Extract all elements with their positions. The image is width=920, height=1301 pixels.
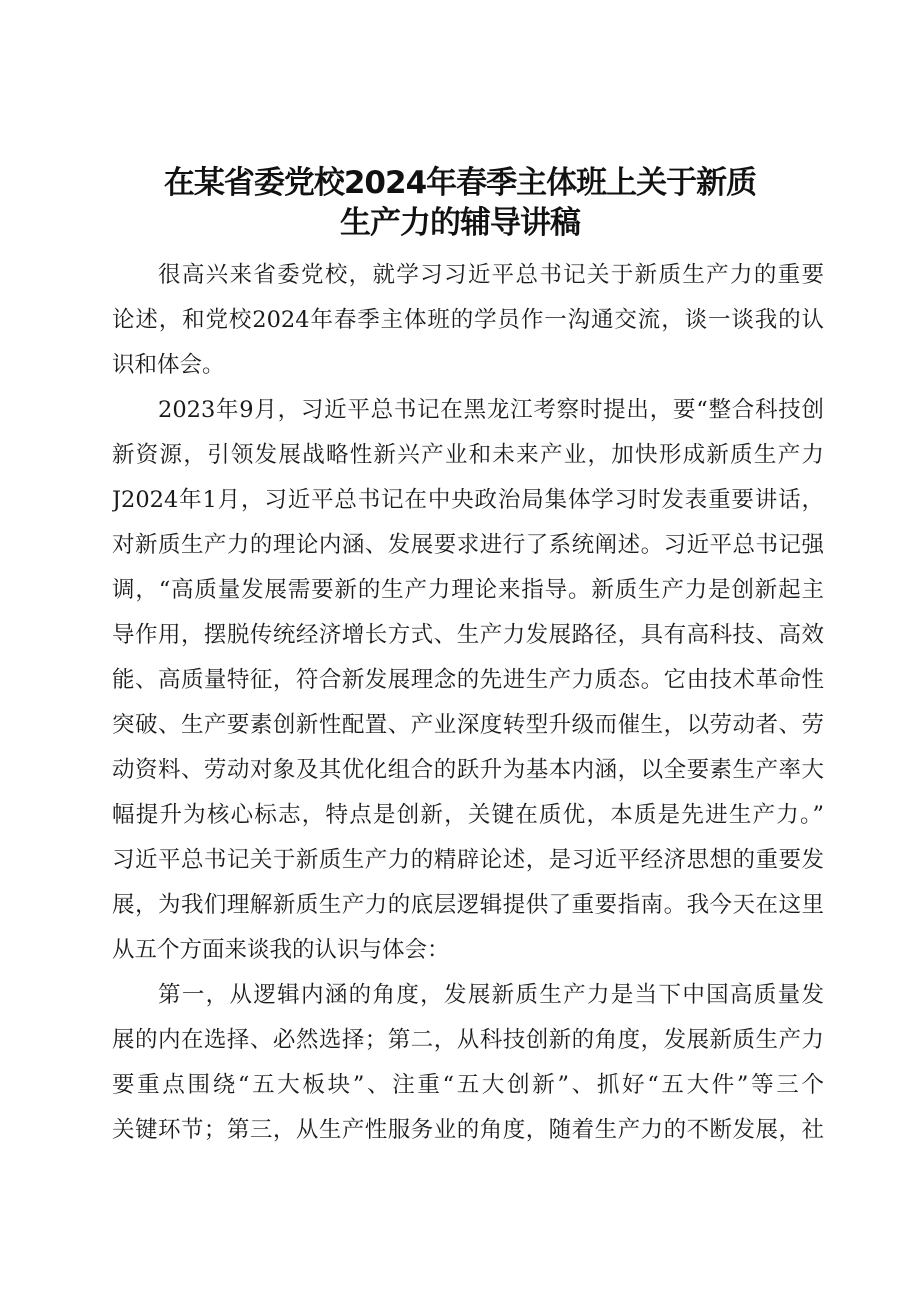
paragraph-2-line-9: 动资料、劳动对象及其优化组合的跃升为基本内涵，以全要素生产率大 [112, 757, 824, 783]
paragraph-1-line-1: 很高兴来省委党校，就学习习近平总书记关于新质生产力的重要 [158, 262, 824, 288]
paragraph-3-line-1: 第一，从逻辑内涵的角度，发展新质生产力是当下中国高质量发 [158, 982, 824, 1008]
paragraph-1-line-2: 论述，和党校2024年春季主体班的学员作一沟通交流，谈一谈我的认 [112, 307, 824, 333]
paragraph-1-line-3: 识和体会。 [112, 352, 225, 378]
paragraph-2-line-13: 从五个方面来谈我的认识与体会： [112, 937, 450, 963]
paragraph-2-line-10: 幅提升为核心标志，特点是创新，关键在质优，本质是先进生产力。” [112, 802, 824, 828]
paragraph-2-line-5: 调，“高质量发展需要新的生产力理论来指导。新质生产力是创新起主 [112, 577, 824, 603]
document-title-line-1: 在某省委党校2024年春季主体班上关于新质 [163, 165, 757, 201]
paragraph-2-line-6: 导作用，摆脱传统经济增长方式、生产力发展路径，具有高科技、高效 [112, 622, 824, 648]
paragraph-3-line-4: 关键环节；第三，从生产性服务业的角度，随着生产力的不断发展，社 [112, 1117, 824, 1143]
paragraph-3-line-3: 要重点围绕“五大板块”、注重“五大创新”、抓好“五大件”等三个 [112, 1072, 824, 1098]
paragraph-2-line-2: 新资源，引领发展战略性新兴产业和未来产业，加快形成新质生产力 [112, 442, 824, 468]
paragraph-2-line-3: J2024年1月，习近平总书记在中央政治局集体学习时发表重要讲话， [112, 487, 824, 513]
paragraph-2-line-1: 2023年9月，习近平总书记在黑龙江考察时提出，要“整合科技创 [158, 397, 824, 423]
paragraph-2-line-11: 习近平总书记关于新质生产力的精辟论述，是习近平经济思想的重要发 [112, 847, 824, 873]
paragraph-2-line-12: 展，为我们理解新质生产力的底层逻辑提供了重要指南。我今天在这里 [112, 892, 824, 918]
paragraph-3-line-2: 展的内在选择、必然选择；第二，从科技创新的角度，发展新质生产力 [112, 1027, 824, 1053]
paragraph-2-line-8: 突破、生产要素创新性配置、产业深度转型升级而催生，以劳动者、劳 [112, 712, 824, 738]
paragraph-2-line-7: 能、高质量特征，符合新发展理念的先进生产力质态。它由技术革命性 [112, 667, 824, 693]
document-title-line-2: 生产力的辅导讲稿 [340, 205, 580, 241]
paragraph-2-line-4: 对新质生产力的理论内涵、发展要求进行了系统阐述。习近平总书记强 [112, 532, 824, 558]
